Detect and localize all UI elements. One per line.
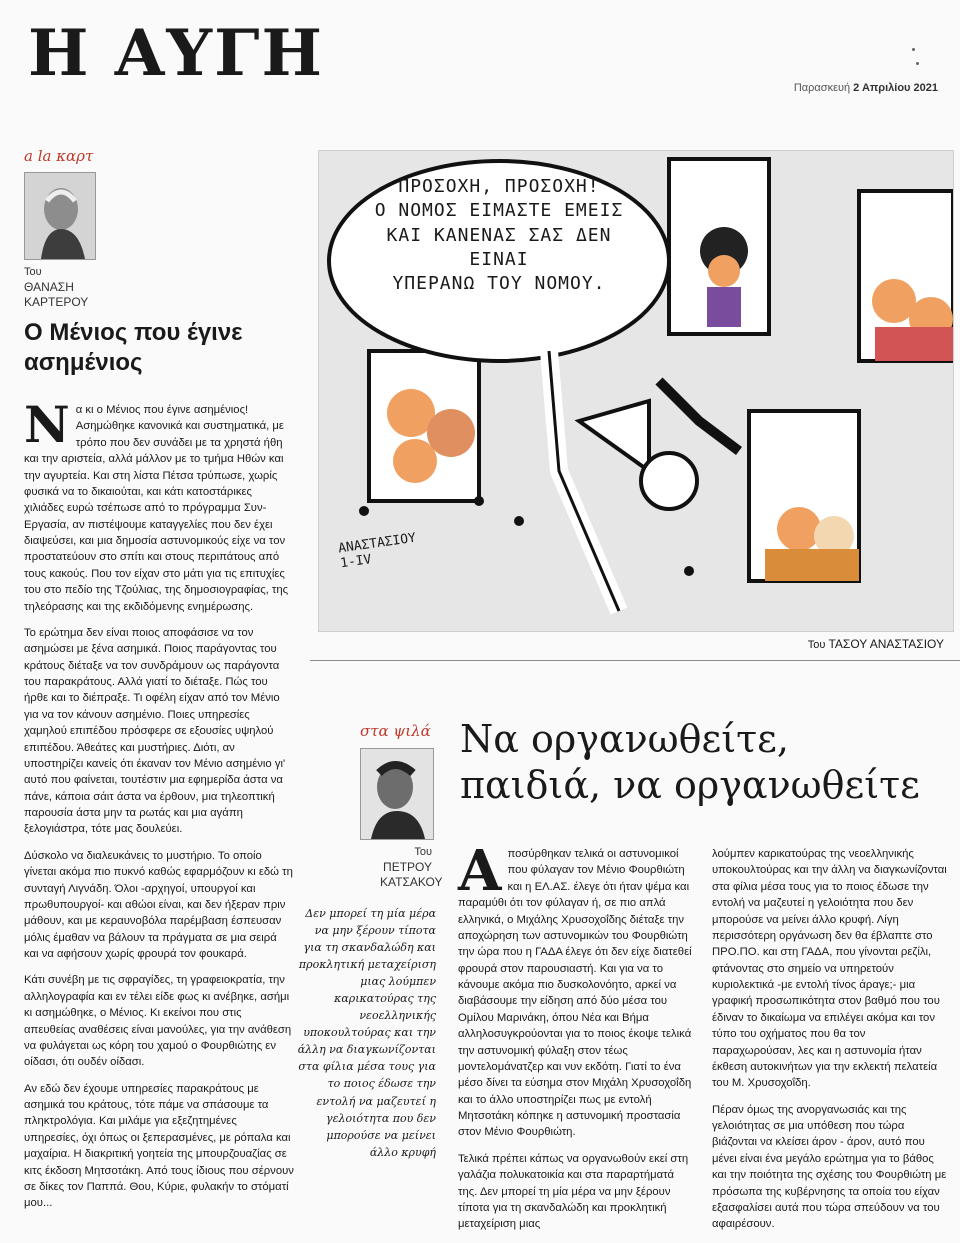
author-photo (24, 172, 96, 260)
dateline (794, 82, 938, 94)
article-body (24, 395, 294, 1222)
column-kicker: στα ψιλά (360, 722, 431, 740)
author-photo (360, 748, 434, 840)
dropcap: Ν (24, 395, 70, 454)
article-headline: Ο Μένιος που έγινε ασημένιος (24, 319, 243, 376)
author-name: ΘΑΝΑΣΗ ΚΑΡΤΕΡΟΥ (24, 279, 89, 309)
article-column-1 (458, 838, 694, 1243)
credit-prefix: Του (807, 639, 826, 651)
article-paragraph: Πέραν όμως της ανοργανωσιάς και της γελοιότητας σε μια υπόθεση που τώρα βιάζονται να κλείσει άρον - άρον, αυτό που μένει είναι ένα μεγάλο ερώτημα για το βάθος και την ποιότητα της σχέσης του Φουρθιώτη με πρόσωπα της κυβέρνησης τα οποία του είχαν εξασφαλίσει αυτά που τώρα σπεύδουν να του αφαιρέσουν. (712, 1103, 947, 1231)
byline-prefix: Του (24, 266, 42, 278)
editorial-cartoon (318, 150, 954, 632)
article-paragraph: Το ερώτημα δεν είναι ποιος αποφάσισε να τον ασημώσει με ξένα ασημικά. Ποιος παράγοντας του κράτους διέταξε να τον συνδράμουν ως παράγοντα του παρακράτους. Αλλά γιατί το διέταξε. Πώς του ήρθε και το διέπραξε. Τι οφέλη είχαν από τον Μένιο για να τον κάνουν ασημένιο. Ποιες υπηρεσίες χαμηλού επιπέδου πρόσφερε σε εξουσίες υψηλού επιπέδου. Άθεάτες και μυστήριες. Διότι, αν υποστηρίζει κανείς ότι έκαναν τον Μένιο ασημένιο γι' αυτό που φαίνεται, τουτέστιν μια εφημερίδα άστα να πάνε, κάποια σάιτ άστα να έρθουν, μια τηλεοπτική παρουσία άστα μην τα ρωτάς και μια αγάπη ξελογιάστρα, τότε μας δουλεύει. (24, 626, 286, 836)
author-byline (24, 266, 104, 310)
cartoon-credit (808, 637, 944, 651)
byline-prefix: Του (414, 846, 432, 858)
decorative-dot (916, 62, 919, 65)
dateline-day: Παρασκευή (793, 82, 851, 94)
article-paragraph: Κάτι συνέβη με τις σφραγίδες, τη γραφειοκρατία, την αλληλογραφία και εν τέλει είδε φως κι ανέβηκε, ασήμι κι ασημώθηκε, ο Μένιος. Κι εκείνοι που στις απευθείας αναθέσεις είναι μανούλες, για την ανάθεση να φυλάγεται ως κόρη του χαμού ο Φουρθιώτης εν οίδασι, ότι ουδέν οίδασι. (24, 974, 292, 1069)
section-divider (310, 660, 960, 661)
article-column-2 (712, 846, 950, 1243)
article-paragraph: λούμπεν καρικατούρας της νεοελληνικής υποκουλτούρας και την άλλη να διαγκωνίζονται στα φίλια μέσα τους για το ποιος έδωσε την εντολή να μαζευτεί η γελοιότητα που δεν μπορούσε να μείνει άλλο κρυφή. Λίγη περισσότερη οργάνωση δεν θα έβλαπτε στο ΠΡΟ.ΠΟ. και στη ΓΑΔΑ, που γίνονται ρεζίλι, φτάνοντας στο σημείο να υπηρετούν κυριολεκτικά -με εντολή τίνος άραγε;- μια γραφική προσωπικότητα στον βαθμό που του έδιναν το δικαίωμα να επιλέγει ακόμα και τον τύπο του οχήματος που θα τον παραχωρούσαν, λες και η αστυνομία ήταν έκθεση αυτοκινήτων για την εκλεκτή πελατεία του Μ. Χρυσοχοΐδη. (712, 848, 947, 1090)
newspaper-masthead: Η ΑΥΓΗ (28, 16, 324, 91)
dateline-date: 2 Απριλίου 2021 (853, 82, 938, 94)
signature-name: ΑΝΑΣΤΑΣΙΟΥ (337, 530, 417, 557)
article-paragraph: Τελικά πρέπει κάπως να οργανωθούν εκεί στη γαλάζια πολυκατοικία και στα παραρτήματά της. Δεν μπορεί τη μία μέρα να μην ξέρουν τίποτα για τη σκανδαλώδη και προκλητική μεταχείριση μιας (458, 1152, 689, 1231)
author-name: ΠΕΤΡΟΥ ΚΑΤΣΑΚΟΥ (380, 859, 443, 889)
article-paragraph (458, 838, 694, 1141)
signature-date: 1-IV (339, 552, 373, 572)
article-paragraph (24, 395, 294, 615)
article-paragraph: Αν εδώ δεν έχουμε υπηρεσίες παρακράτους με ασημικά του κράτους, τότε πάμε να σπάσουμε τα πληκτρολόγια. Και μιλάμε για εξεζητημένες υπηρεσίες, όχι όπως οι ξεπερασμένες, με ρόπαλα και μαχαίρια. Η διακριτική γοητεία της μπουρζουαζίας σε κιτς έκδοση Μητσοτάκη. Από τους ίδιους που σέρνουν σε δίκες τον Παππά. Θου, Κύριε, φυλακήν το στόματί μου... (24, 1082, 294, 1210)
credit-name: ΤΑΣΟΥ ΑΝΑΣΤΑΣΙΟΥ (828, 637, 944, 651)
speech-line: ΠΡΟΣΟΧΗ, ΠΡΟΣΟΧΗ! (398, 176, 600, 197)
speech-line: ΚΑΙ ΚΑΝΕΝΑΣ ΣΑΣ ΔΕΝ ΕΙΝΑΙ (386, 224, 612, 270)
decorative-dot (912, 48, 915, 51)
speech-line: ΥΠΕΡΑΝΩ ΤΟΥ ΝΟΜΟΥ. (392, 273, 606, 295)
article-headline: Να οργανωθείτε, παιδιά, να οργανωθείτε (460, 717, 920, 808)
author-byline (380, 846, 443, 890)
paragraph-text: ποσύρθηκαν τελικά οι αστυνομικοί που φύλαγαν τον Μένιο Φουρθιώτη και η ΕΛ.ΑΣ. έλεγε ότι ήταν ψέμα και παραμύθι ότι τον φύλαγαν ή, σε πιο απλά ελληνικά, ο Μιχάλης Χρυσοχοΐδης διέταξε την αποχώρηση των αστυνομικών του Φουρθιώτη την ώρα που η ΓΑΔΑ έλεγε ότι δεν είχε διατεθεί φρουρά στον παρουσιαστή. Και για να το κάνουμε ακόμα πιο δυσκολονόητο, αρκεί να διαβάσουμε την είδηση από δύο μέσα του Ομίλου Μαρινάκη, όπου Νέα και Βήμα αλληλοσυγκρούονται για το ποιος έκοψε τελικά την αστυνομική φύλαξη στον τέως μοντελομάνατζερ και νυν εκδότη. Γιατί το ένα μέσο δίνει τα εύσημα στον Μιχάλη Χρυσοχοΐδη και το άλλο υποστηρίζει πως με εντολή Μητσοτάκη κόπηκε η αστυνομική προστασία στον Μένιο Φουρθιώτη. (458, 848, 692, 1139)
speech-bubble-text (364, 175, 634, 296)
paragraph-text: α κι ο Μένιος που έγινε ασημένιος! Ασημώθηκε κανονικά και συστηματικά, με τρόπο που δεν συνάδει με τα χρηστά ήθη και την αριστεία, αλλά μάλλον με το τμήμα Ηθών και την αγυρτεία. Και στη λίστα Πέτσα τρύπωσε, χωρίς φυσικά να το δικαιούται, και κάτι κατοστάρικες χιλιάδες ευρώ τσέπωσε από το πρόγραμμα Συν-Εργασία, αν πιστέψουμε καταγγελίες που δεν έχει διαψεύσει, και μια δημοσία αστυνομικούς είχε να τον προστατεύουν στο σπίτι και στους περιπάτους από τους κακούς. Που τον είχαν στο μάτι για τις επιτυχίες του στο πεδίο της Τζούλιας, της δημοσιογραφίας, της τηλεόρασης και της εκδιδόμενης ενημέρωσης. (24, 404, 289, 613)
dropcap: Α (458, 838, 502, 904)
pull-quote: Δεν μπορεί τη μία μέρα να μην ξέρουν τίποτα για τη σκανδαλώδη και προκλητική μεταχείριση μιας λούμπεν καρικατούρας της νεοελληνικής υποκουλτούρας και την άλλη να διαγκωνίζονται στα φίλια μέσα τους για το ποιος έδωσε την εντολή να μαζευτεί η γελοιότητα που δεν μπορούσε να μείνει άλλο κρυφή (297, 907, 436, 1159)
speech-line: Ο ΝΟΜΟΣ ΕΙΜΑΣΤΕ ΕΜΕΙΣ (374, 200, 624, 222)
article-paragraph: Δύσκολο να διαλευκάνεις το μυστήριο. Το οποίο γίνεται ακόμα πιο πυκνό καθώς εφαρμόζουν κι εδώ τη συνταγή Λιγνάδη. Όλοι -αρχηγοί, υπουργοί και πρωθυπουργοί- και αθώοι είναι, και δεν ήξεραν πριν μάθουν, και με κεραυνοβόλα παρέμβαση έσπευσαν μόλις έμαθαν να βάλουν τα πράγματα σε μια σειρά και να αφήσουν χωρίς φρουρά τον φουκαρά. (24, 849, 293, 960)
column-kicker: a la καρτ (24, 147, 94, 165)
